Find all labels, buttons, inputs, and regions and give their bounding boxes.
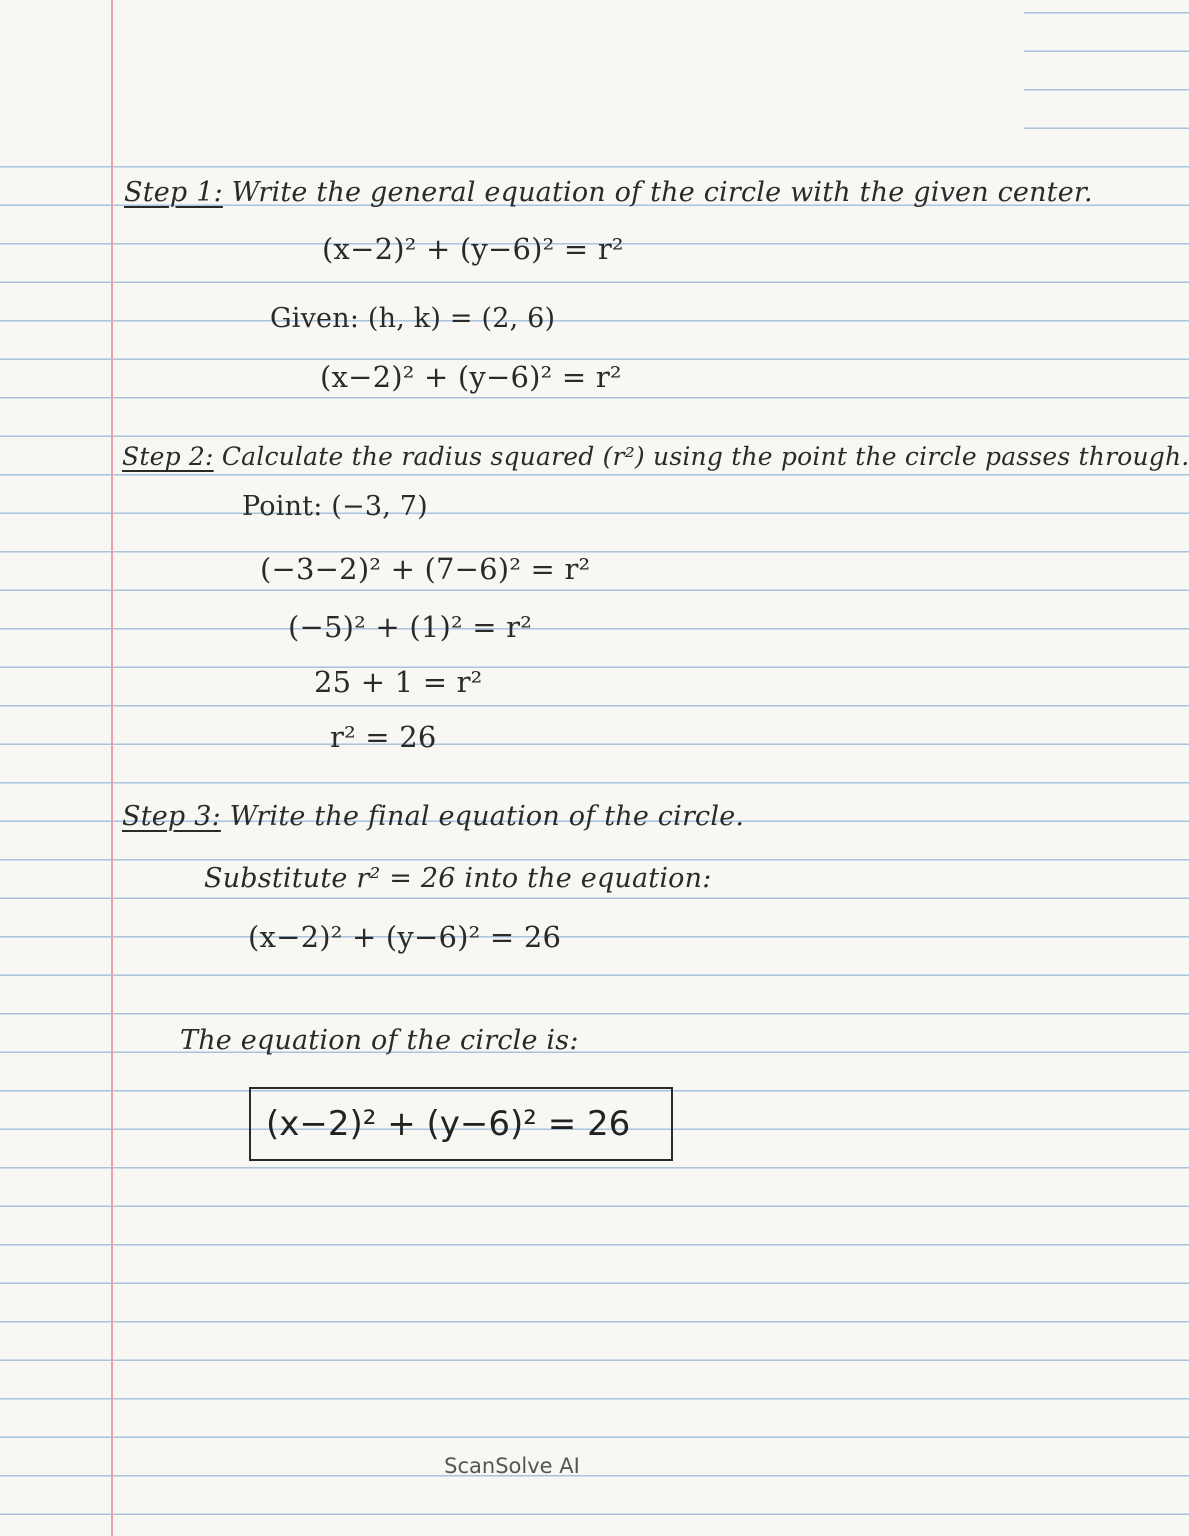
- step3-text: Write the final equation of the circle.: [229, 801, 745, 832]
- final-equation: (x−2)² + (y−6)² = 26: [266, 1104, 631, 1144]
- step1-line: [124, 176, 1093, 210]
- step1-heading: Step 1:: [124, 177, 223, 208]
- step2-heading: Step 2:: [122, 442, 214, 471]
- step3-eq1: (x−2)² + (y−6)² = 26: [248, 920, 562, 954]
- step1-text: Write the general equation of the circle with the given center.: [231, 177, 1093, 208]
- step1-eq2: (x−2)² + (y−6)² = r²: [320, 360, 622, 394]
- step3-line: [122, 800, 744, 834]
- conclusion-text: The equation of the circle is:: [180, 1025, 579, 1056]
- step2-eq4: r² = 26: [330, 720, 437, 754]
- step2-point: Point: (−3, 7): [242, 491, 428, 522]
- paper-top-margin: [0, 0, 1024, 152]
- step2-eq3: 25 + 1 = r²: [314, 665, 483, 699]
- step2-eq2: (−5)² + (1)² = r²: [288, 610, 533, 644]
- step2-text: Calculate the radius squared (r²) using the point the circle passes through.: [221, 442, 1189, 471]
- footer-brand: ScanSolve AI: [444, 1454, 580, 1478]
- step3-heading: Step 3:: [122, 801, 221, 832]
- step3-substitute: Substitute r² = 26 into the equation:: [204, 863, 712, 894]
- step2-line: [122, 440, 1189, 474]
- step1-eq1: (x−2)² + (y−6)² = r²: [322, 232, 624, 266]
- step1-given: Given: (h, k) = (2, 6): [270, 303, 556, 334]
- step2-eq1: (−3−2)² + (7−6)² = r²: [260, 552, 591, 586]
